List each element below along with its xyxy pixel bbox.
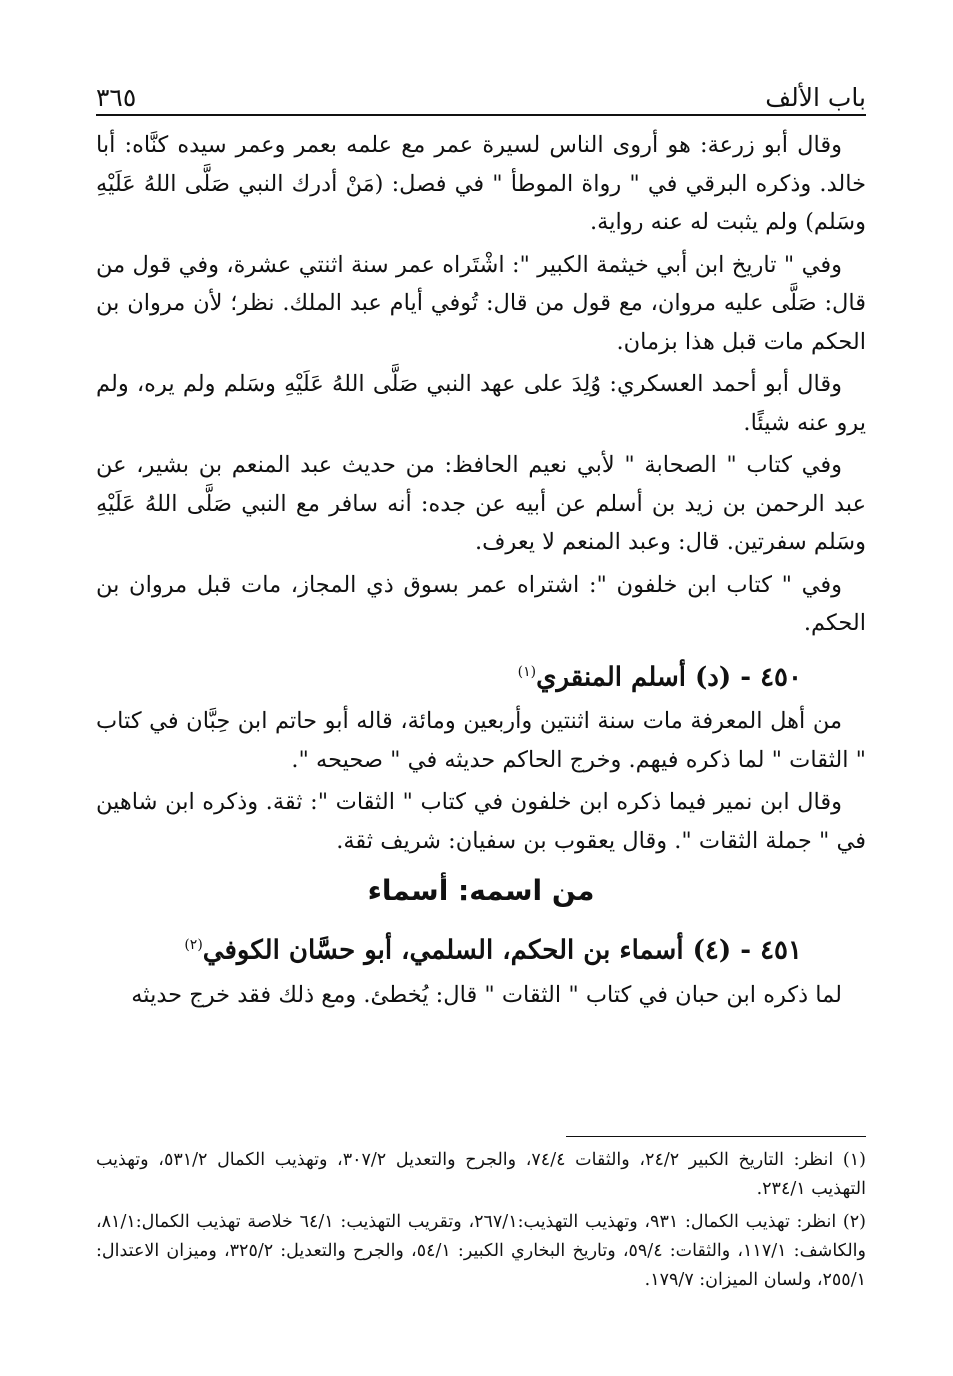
page-number: ٣٦٥ bbox=[96, 83, 137, 112]
paragraph: وفي " تاريخ ابن أبي خيثمة الكبير ": اشْتَراه عمر سنة اثنتي عشرة، وفي قول من قال: صَلَّى عليه مروان، مع قول من قال: تُوفي أيام عبد الملك. نظر؛ لأن مروان بن الحكم مات قبل هذا بزمان. bbox=[96, 251, 866, 355]
paragraph: وقال ابن نمير فيما ذكره ابن خلفون في كتاب " الثقات ": ثقة. وذكره ابن شاهين في " جملة الثقات ". وقال يعقوب بن سفيان: شريف ثقة. bbox=[96, 789, 866, 854]
section-heading: من اسمه: أسماء bbox=[367, 874, 595, 908]
footnote-ref[interactable]: (٢) bbox=[184, 937, 203, 954]
paragraph: لما ذكره ابن حبان في كتاب " الثقات " قال: يُخطئ. ومع ذلك فقد خرج حديثه bbox=[131, 981, 842, 1008]
footnote-rule bbox=[566, 1136, 866, 1137]
footnote-1: (١) انظر: التاريخ الكبير ٢٤/٢، والثقات ٧٤/٤، والجرح والتعديل ٣٠٧/٢، وتهذيب الكمال ٥٣١/٢، وتهذيب التهذيب ٢٣٤/١. bbox=[96, 1150, 866, 1199]
footnote-ref[interactable]: (١) bbox=[517, 663, 537, 680]
main-text bbox=[96, 126, 866, 1018]
running-header bbox=[96, 72, 866, 112]
paragraph: وقال أبو أحمد العسكري: وُلِدَ على عهد النبي صَلَّى اللهُ عَلَيْهِ وسَلم ولم يره، ولم يرو عنه شيئًا. bbox=[96, 371, 866, 436]
entry-title: ٤٥١ - (٤) أسماء بن الحكم، السلمي، أبو حسَّان الكوفي bbox=[202, 935, 802, 966]
paragraph: وقال أبو زرعة: هو أروى الناس لسيرة عمر مع علمه بعمر وعمر سيده كنَّاه: أبا خالد. وذكره البرقي في " رواة الموطأ " في فصل: (مَنْ أدرك النبي صَلَّى اللهُ عَلَيْهِ وسَلم) ولم يثبت له عنه رواية. bbox=[96, 132, 866, 235]
entry-title: ٤٥٠ - (د) أسلم المنقري bbox=[536, 662, 802, 693]
paragraph: وفي كتاب " الصحابة " لأبي نعيم الحافظ: من حديث عبد المنعم بن بشير، عن عبد الرحمن بن زيد بن أسلم عن أبيه عن جده: أنه سافر مع النبي صَلَّى اللهُ عَلَيْهِ وسَلم سفرتين. قال: وعبد المنعم لا يعرف. bbox=[96, 452, 866, 555]
entry-heading-450 bbox=[96, 649, 866, 701]
footnote-2: (٢) انظر: تهذيب الكمال: ٩٣١، وتهذيب التهذيب:٢٦٧/١، وتقريب التهذيب: ٦٤/١ خلاصة تهذيب الكمال:٨١/١، والكاشف: ١١٧/١، والثقات: ٥٩/٤، وتاريخ البخاري الكبير: ٥٤/١، والجرح والتعديل: ٣٢٥/٢، وميزان الاعتدال: ٢٥٥/١، ولسان الميزان: ١٧٩/٧. bbox=[96, 1212, 866, 1290]
header-rule bbox=[96, 114, 866, 116]
paragraph: وفي " كتاب ابن خلفون ": اشتراه عمر بسوق ذي المجاز، مات قبل مروان بن الحكم. bbox=[96, 571, 866, 636]
paragraph: من أهل المعرفة مات سنة اثنتين وأربعين ومائة، قاله أبو حاتم ابن حِبَّان في كتاب " الثقات " لما ذكره فيهم. وخرج الحاكم حديثه في " صحيحه ". bbox=[96, 708, 866, 773]
entry-heading-451 bbox=[96, 922, 866, 974]
footnotes bbox=[96, 1146, 866, 1299]
chapter-title: باب الألف bbox=[765, 83, 866, 112]
